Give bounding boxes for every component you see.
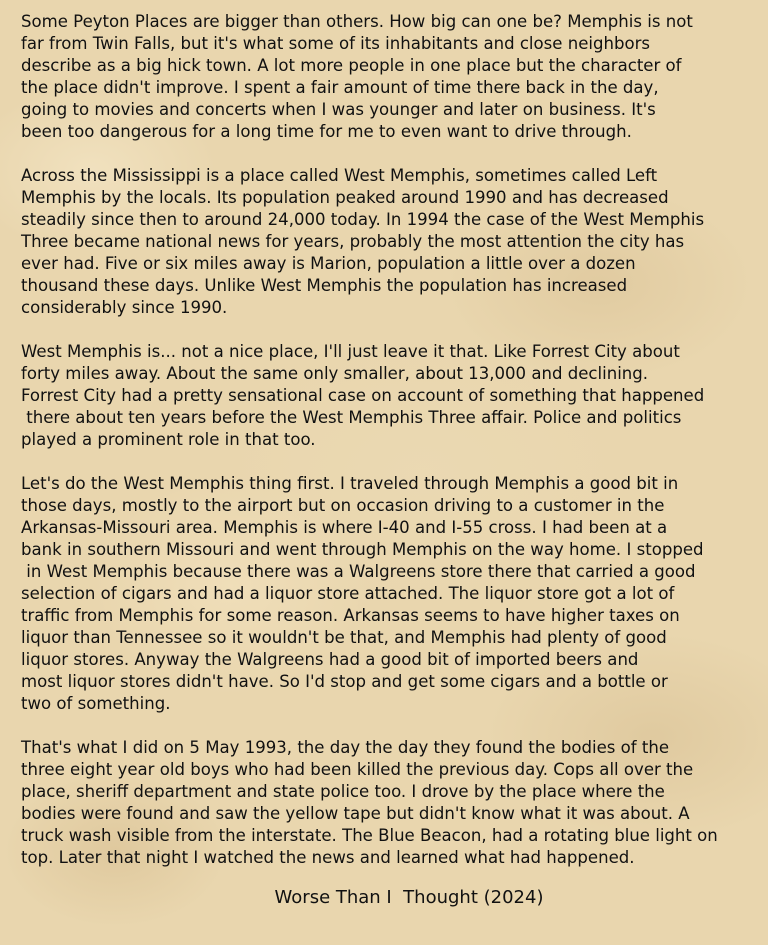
text-line: Some Peyton Places are bigger than others. How big can one be? Memphis is not <box>21 12 693 31</box>
text-line: three eight year old boys who had been killed the previous day. Cops all over the <box>21 760 694 779</box>
text-line: That's what I did on 5 May 1993, the day the day they found the bodies of the <box>21 738 670 757</box>
paragraph-4 <box>21 473 761 715</box>
text-line: truck wash visible from the interstate. The Blue Beacon, had a rotating blue light on <box>21 826 718 845</box>
text-line: played a prominent role in that too. <box>21 430 316 449</box>
text-line: the place didn't improve. I spent a fair amount of time there back in the day, <box>21 78 659 97</box>
text-line: place, sheriff department and state police too. I drove by the place where the <box>21 782 665 801</box>
text-line: traffic from Memphis for some reason. Arkansas seems to have higher taxes on <box>21 606 680 625</box>
text-line: been too dangerous for a long time for me to even want to drive through. <box>21 122 632 141</box>
text-line: two of something. <box>21 694 171 713</box>
text-line: liquor than Tennessee so it wouldn't be that, and Memphis had plenty of good <box>21 628 667 647</box>
text-line: top. Later that night I watched the news and learned what had happened. <box>21 848 635 867</box>
paragraph-3 <box>21 341 761 451</box>
paragraph-2 <box>21 165 761 319</box>
text-line: most liquor stores didn't have. So I'd stop and get some cigars and a bottle or <box>21 672 668 691</box>
text-line: Across the Mississippi is a place called West Memphis, sometimes called Left <box>21 166 658 185</box>
text-line: forty miles away. About the same only smaller, about 13,000 and declining. <box>21 364 649 383</box>
text-line: West Memphis is... not a nice place, I'll just leave it that. Like Forrest City about <box>21 342 680 361</box>
text-line: there about ten years before the West Memphis Three affair. Police and politics <box>21 408 682 427</box>
text-line: Forrest City had a pretty sensational case on account of something that happened <box>21 386 705 405</box>
text-line: those days, mostly to the airport but on occasion driving to a customer in the <box>21 496 665 515</box>
text-line: ever had. Five or six miles away is Marion, population a little over a dozen <box>21 254 636 273</box>
article-body <box>21 11 761 891</box>
text-line: steadily since then to around 24,000 today. In 1994 the case of the West Memphis <box>21 210 705 229</box>
text-line: describe as a big hick town. A lot more people in one place but the character of <box>21 56 682 75</box>
text-line: selection of cigars and had a liquor store attached. The liquor store got a lot of <box>21 584 675 603</box>
text-line: far from Twin Falls, but it's what some of its inhabitants and close neighbors <box>21 34 651 53</box>
text-line: Three became national news for years, probably the most attention the city has <box>21 232 685 251</box>
paragraph-1 <box>21 11 761 143</box>
text-line: bank in southern Missouri and went through Memphis on the way home. I stopped <box>21 540 704 559</box>
text-line: bodies were found and saw the yellow tape but didn't know what it was about. A <box>21 804 690 823</box>
text-line: in West Memphis because there was a Walgreens store there that carried a good <box>21 562 696 581</box>
text-line: Arkansas-Missouri area. Memphis is where I-40 and I-55 cross. I had been at a <box>21 518 668 537</box>
text-line: thousand these days. Unlike West Memphis the population has increased <box>21 276 628 295</box>
text-line: Memphis by the locals. Its population peaked around 1990 and has decreased <box>21 188 669 207</box>
paragraph-5 <box>21 737 761 869</box>
text-line: considerably since 1990. <box>21 298 228 317</box>
caption-title: Worse Than I Thought (2024) <box>274 887 544 908</box>
text-line: Let's do the West Memphis thing first. I traveled through Memphis a good bit in <box>21 474 679 493</box>
text-line: liquor stores. Anyway the Walgreens had a good bit of imported beers and <box>21 650 639 669</box>
text-line: going to movies and concerts when I was younger and later on business. It's <box>21 100 656 119</box>
